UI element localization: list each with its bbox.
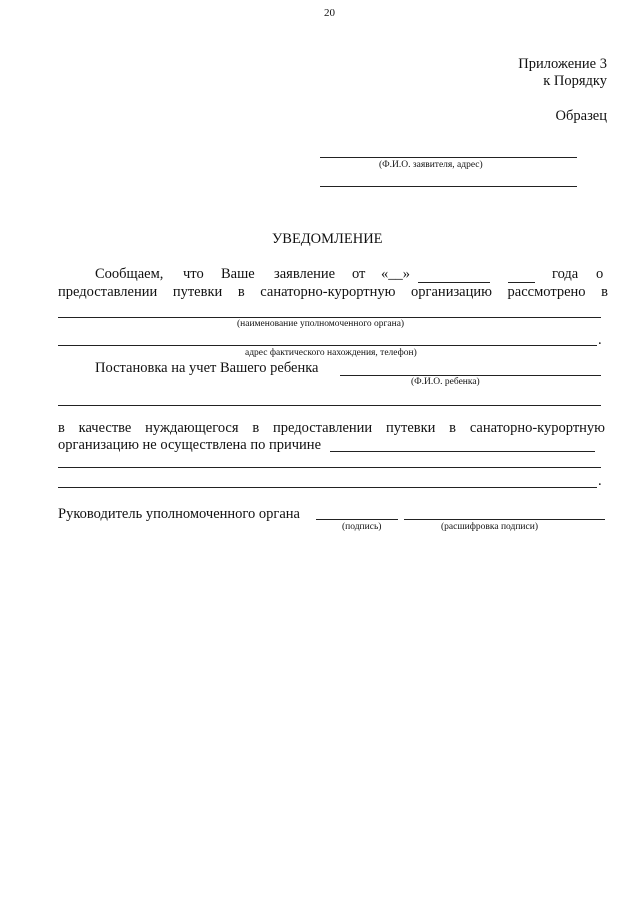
signature-decode-line — [404, 519, 605, 520]
para1-word-7: о — [596, 266, 604, 282]
organ-line — [58, 317, 601, 318]
address-line — [58, 345, 597, 346]
reason-period: . — [598, 473, 602, 489]
registration-text: Постановка на учет Вашего ребенка — [95, 360, 319, 376]
applicant-address-line — [320, 186, 577, 187]
signature-caption: (подпись) — [342, 522, 382, 532]
page-number: 20 — [324, 7, 335, 19]
signature-label: Руководитель уполномоченного органа — [58, 506, 300, 522]
reason-line-1 — [330, 451, 595, 452]
para1-line-2: предоставлении путевки в санаторно-курортную организацию рассмотрено в — [58, 284, 608, 300]
applicant-caption: (Ф.И.О. заявителя, адрес) — [379, 160, 483, 170]
reason-line-3 — [58, 487, 597, 488]
para1-word-6: года — [552, 266, 579, 282]
para1-word-4: заявление — [274, 266, 336, 282]
appendix-line-2: к Порядку — [543, 73, 607, 89]
signature-line — [316, 519, 398, 520]
address-period: . — [598, 332, 602, 348]
reason-line-2 — [58, 467, 601, 468]
date-month-line — [418, 282, 490, 283]
para1-word-2: что — [183, 266, 204, 282]
para2-line-2: организацию не осуществлена по причине — [58, 437, 322, 453]
date-year-line — [508, 282, 535, 283]
child-name-line — [340, 375, 601, 376]
document-title: УВЕДОМЛЕНИЕ — [272, 231, 383, 247]
child-caption: (Ф.И.О. ребенка) — [411, 377, 480, 387]
para2-line-1: в качестве нуждающегося в предоставлении путевки в санаторно-курортную — [58, 420, 605, 436]
applicant-line — [320, 157, 577, 158]
para1-word-1: Сообщаем, — [95, 266, 164, 282]
para1-word-3: Ваше — [221, 266, 255, 282]
appendix-line-1: Приложение 3 — [518, 56, 607, 72]
organ-caption: (наименование уполномоченного органа) — [237, 319, 405, 329]
para1-word-5: от — [352, 266, 366, 282]
sample-label: Образец — [555, 108, 607, 124]
address-caption: адрес фактического нахождения, телефон) — [245, 348, 417, 358]
signature-decode-caption: (расшифровка подписи) — [441, 522, 538, 532]
date-quote: «__» — [381, 266, 410, 282]
child-extra-line — [58, 405, 601, 406]
